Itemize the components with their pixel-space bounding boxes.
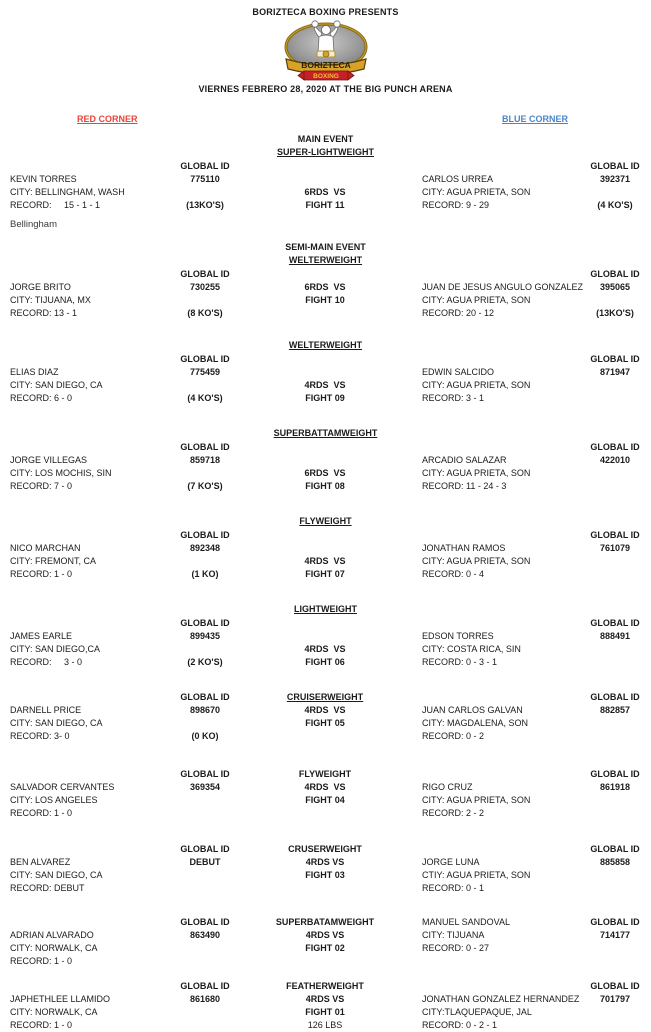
fight-section — [0, 916, 651, 968]
blue-global-id: GLOBAL ID — [590, 618, 640, 628]
red-global-id: (4 KO'S) — [187, 393, 223, 403]
blue-fighter-text: RECORD: 2 - 2 — [422, 808, 485, 818]
blue-global-id: GLOBAL ID — [590, 692, 640, 702]
blue-global-id: 422010 — [599, 455, 631, 465]
fight-row — [0, 281, 651, 294]
red-fighter-text: CITY: LOS MOCHIS, SIN — [10, 468, 112, 478]
fight-center-text: FLYWEIGHT — [298, 769, 352, 779]
red-fighter-text: JAMES EARLE — [10, 631, 73, 641]
red-fighter-text: JORGE VILLEGAS — [10, 455, 88, 465]
fight-section — [0, 980, 651, 1032]
red-global-id: (2 KO'S) — [187, 657, 223, 667]
red-fighter-text: CITY: TIJUANA, MX — [10, 295, 91, 305]
red-global-id: 775459 — [189, 367, 221, 377]
red-global-id: 859718 — [189, 455, 221, 465]
fight-row — [0, 630, 651, 643]
red-global-id: (8 KO'S) — [187, 308, 223, 318]
fight-row — [0, 441, 651, 454]
blue-global-id: 871947 — [599, 367, 631, 377]
event-title: SEMI-MAIN EVENT — [285, 242, 366, 252]
fight-row — [0, 379, 651, 392]
fight-row — [0, 529, 651, 542]
fight-row — [0, 704, 651, 717]
event-header — [0, 515, 651, 528]
red-fighter-text: ELIAS DIAZ — [10, 367, 59, 377]
fight-section — [0, 515, 651, 581]
red-global-id: GLOBAL ID — [180, 618, 230, 628]
red-fighter-text: RECORD: 6 - 0 — [10, 393, 73, 403]
fight-section — [0, 691, 651, 743]
blue-corner-label: BLUE CORNER — [502, 114, 569, 124]
event-title: WELTERWEIGHT — [288, 255, 363, 265]
fight-center-text: 4RDS VS — [305, 930, 345, 940]
blue-fighter-text: EDSON TORRES — [422, 631, 494, 641]
red-global-id: GLOBAL ID — [180, 354, 230, 364]
fight-center-text: FIGHT 11 — [305, 200, 345, 210]
fight-row — [0, 555, 651, 568]
blue-fighter-text: CITY: AGUA PRIETA, SON — [422, 556, 531, 566]
red-fighter-text: CITY: SAN DIEGO,CA — [10, 644, 101, 654]
fight-section — [0, 427, 651, 493]
red-fighter-text: RECORD: 1 - 0 — [10, 956, 73, 966]
fight-center-text: 4RDS VS — [304, 782, 346, 792]
fight-row — [0, 980, 651, 993]
fight-center-text: 4RDS VS — [304, 705, 346, 715]
fight-center-text: FIGHT 04 — [305, 795, 345, 805]
svg-text:BORIZTECA: BORIZTECA — [300, 60, 351, 70]
red-global-id: (7 KO'S) — [187, 481, 223, 491]
event-title: MAIN EVENT — [297, 134, 354, 144]
red-global-id: GLOBAL ID — [180, 769, 230, 779]
red-fighter-text: RECORD: DEBUT — [10, 883, 85, 893]
fight-row — [0, 730, 651, 743]
blue-fighter-text: RIGO CRUZ — [422, 782, 473, 792]
blue-fighter-text: JONATHAN RAMOS — [422, 543, 506, 553]
fight-row — [0, 643, 651, 656]
blue-fighter-text: CITY: AGUA PRIETA, SON — [422, 795, 531, 805]
fight-row — [0, 353, 651, 366]
blue-global-id: 888491 — [599, 631, 631, 641]
fight-center-text: 6RDS VS — [304, 282, 346, 292]
red-global-id: GLOBAL ID — [180, 844, 230, 854]
fight-center-text: FIGHT 10 — [305, 295, 345, 305]
blue-fighter-text: RECORD: 20 - 12 — [422, 308, 495, 318]
fight-center-text: FEATHERWEIGHT — [286, 981, 364, 991]
event-title: SUPERBATTAMWEIGHT — [273, 428, 378, 438]
red-global-id: 369354 — [189, 782, 221, 792]
fight-center-text: 4RDS VS — [304, 556, 346, 566]
blue-fighter-text: JORGE LUNA — [422, 857, 480, 867]
fight-center-text: 6RDS VS — [304, 468, 346, 478]
fight-center-text: 4RDS VS — [305, 857, 345, 867]
event-header — [0, 427, 651, 440]
blue-global-id: GLOBAL ID — [590, 161, 640, 171]
fight-row — [0, 656, 651, 669]
page-title: BORIZTECA BOXING PRESENTS — [252, 7, 399, 17]
red-fighter-text: JAPHETHLEE LLAMIDO — [10, 994, 111, 1004]
blue-global-id: GLOBAL ID — [590, 269, 640, 279]
event-date-line: VIERNES FEBRERO 28, 2020 AT THE BIG PUNCH ARENA — [198, 84, 453, 94]
blue-fighter-text: CITY: MAGDALENA, SON — [422, 718, 529, 728]
fight-row — [0, 542, 651, 555]
fight-note: Bellingham — [10, 219, 57, 230]
blue-fighter-text: RECORD: 0 - 2 - 1 — [422, 1020, 498, 1030]
fight-row — [0, 869, 651, 882]
fight-row — [0, 929, 651, 942]
event-title: LIGHTWEIGHT — [294, 604, 357, 614]
red-fighter-text: RECORD: 15 - 1 - 1 — [10, 200, 101, 210]
fight-center-text: FIGHT 01 — [305, 1007, 345, 1017]
event-header — [0, 133, 651, 159]
fight-row — [0, 916, 651, 929]
blue-fighter-text: RECORD: 0 - 3 - 1 — [422, 657, 498, 667]
blue-global-id: 392371 — [599, 174, 631, 184]
fight-center-text: FIGHT 02 — [305, 943, 345, 953]
fight-center-text: 6RDS VS — [304, 187, 346, 197]
fight-center-text: 4RDS VS — [305, 994, 345, 1004]
blue-fighter-text: CITY: COSTA RICA, SIN — [422, 644, 521, 654]
borizteca-boxing-logo-icon — [264, 19, 388, 83]
fight-row — [0, 807, 651, 820]
blue-fighter-text: EDWIN SALCIDO — [422, 367, 495, 377]
blue-fighter-text: JONATHAN GONZALEZ HERNANDEZ — [422, 994, 580, 1004]
red-fighter-text: SALVADOR CERVANTES — [10, 782, 115, 792]
fight-row — [0, 882, 651, 895]
red-global-id: 861680 — [189, 994, 221, 1004]
fight-center-text: 126 LBS — [307, 1020, 343, 1030]
blue-fighter-text: CITY: AGUA PRIETA, SON — [422, 295, 531, 305]
red-fighter-text: NICO MARCHAN — [10, 543, 81, 553]
red-fighter-text: CITY: SAN DIEGO, CA — [10, 870, 103, 880]
red-global-id: 899435 — [189, 631, 221, 641]
red-fighter-text: RECORD: 3 - 0 — [10, 657, 83, 667]
fight-row — [0, 691, 651, 704]
red-fighter-text: RECORD: 3- 0 — [10, 731, 70, 741]
fight-row — [0, 454, 651, 467]
red-global-id: GLOBAL ID — [180, 269, 230, 279]
blue-fighter-text: RECORD: 11 - 24 - 3 — [422, 481, 507, 491]
fight-section — [0, 843, 651, 895]
red-global-id: GLOBAL ID — [180, 692, 230, 702]
svg-text:BOXING: BOXING — [312, 73, 339, 80]
fight-row — [0, 781, 651, 794]
blue-fighter-text: CITY: TIJUANA — [422, 930, 485, 940]
fight-center-text: CRUSERWEIGHT — [288, 844, 362, 854]
fight-center-text: FIGHT 07 — [305, 569, 345, 579]
blue-global-id: 701797 — [599, 994, 631, 1004]
blue-fighter-text: CITY: AGUA PRIETA, SON — [422, 468, 531, 478]
blue-global-id: 395065 — [599, 282, 631, 292]
red-global-id: GLOBAL ID — [180, 442, 230, 452]
red-global-id: GLOBAL ID — [180, 161, 230, 171]
blue-fighter-text: RECORD: 0 - 1 — [422, 883, 485, 893]
red-fighter-text: RECORD: 1 - 0 — [10, 808, 73, 818]
fight-center-text: 4RDS VS — [304, 380, 346, 390]
fight-center-text: SUPERBATAMWEIGHT — [275, 917, 375, 927]
fight-section — [0, 339, 651, 405]
red-fighter-text: RECORD: 7 - 0 — [10, 481, 73, 491]
red-corner-label: RED CORNER — [77, 114, 138, 124]
fight-row — [0, 856, 651, 869]
red-global-id: GLOBAL ID — [180, 917, 230, 927]
fight-row — [0, 392, 651, 405]
blue-fighter-text: CITY: AGUA PRIETA, SON — [422, 380, 531, 390]
red-fighter-text: RECORD: 1 - 0 — [10, 1020, 73, 1030]
fight-row — [0, 1019, 651, 1032]
red-global-id: 863490 — [189, 930, 221, 940]
event-title: FLYWEIGHT — [299, 516, 352, 526]
blue-global-id: 761079 — [599, 543, 631, 553]
blue-fighter-text: JUAN CARLOS GALVAN — [422, 705, 523, 715]
red-fighter-text: CITY: SAN DIEGO, CA — [10, 380, 103, 390]
fight-row — [0, 942, 651, 955]
red-fighter-text: CITY: SAN DIEGO, CA — [10, 718, 103, 728]
blue-fighter-text: CITY:TLAQUEPAQUE, JAL — [422, 1007, 532, 1017]
blue-global-id: (13KO'S) — [596, 308, 634, 318]
blue-global-id: GLOBAL ID — [590, 530, 640, 540]
fight-row — [0, 186, 651, 199]
blue-global-id: GLOBAL ID — [590, 442, 640, 452]
event-header — [0, 339, 651, 352]
blue-fighter-text: ARCADIO SALAZAR — [422, 455, 507, 465]
event-header — [0, 603, 651, 616]
blue-fighter-text: RECORD: 0 - 27 — [422, 943, 490, 953]
red-fighter-text: BEN ALVAREZ — [10, 857, 71, 867]
red-fighter-text: DARNELL PRICE — [10, 705, 82, 715]
blue-fighter-text: CITY: AGUA PRIETA, SON — [422, 187, 531, 197]
fight-row — [0, 768, 651, 781]
red-fighter-text: JORGE BRITO — [10, 282, 71, 292]
fight-row — [0, 794, 651, 807]
event-header — [0, 241, 651, 267]
blue-fighter-text: MANUEL SANDOVAL — [422, 917, 511, 927]
fight-row — [0, 955, 651, 968]
red-fighter-text: CITY: LOS ANGELES — [10, 795, 98, 805]
fight-row — [0, 294, 651, 307]
blue-fighter-text: RECORD: 0 - 4 — [422, 569, 485, 579]
blue-global-id: GLOBAL ID — [590, 354, 640, 364]
fight-section — [0, 603, 651, 669]
fight-row — [0, 173, 651, 186]
blue-fighter-text: CARLOS URREA — [422, 174, 494, 184]
red-global-id: (1 KO) — [191, 569, 219, 579]
fight-section — [0, 133, 651, 231]
blue-fighter-text: CTIY: AGUA PRIETA, SON — [422, 870, 531, 880]
blue-global-id: 861918 — [599, 782, 631, 792]
fight-section — [0, 241, 651, 320]
red-global-id: GLOBAL ID — [180, 981, 230, 991]
fight-center-text: FIGHT 03 — [305, 870, 345, 880]
blue-fighter-text: RECORD: 0 - 2 — [422, 731, 485, 741]
blue-global-id: 714177 — [599, 930, 631, 940]
blue-fighter-text: RECORD: 9 - 29 — [422, 200, 490, 210]
blue-fighter-text: RECORD: 3 - 1 — [422, 393, 485, 403]
fight-row — [0, 160, 651, 173]
blue-global-id: GLOBAL ID — [590, 917, 640, 927]
red-global-id: DEBUT — [189, 857, 221, 867]
blue-global-id: GLOBAL ID — [590, 981, 640, 991]
fight-center-text: CRUISERWEIGHT — [286, 692, 364, 702]
blue-global-id: GLOBAL ID — [590, 769, 640, 779]
fight-row — [0, 617, 651, 630]
blue-fighter-text: JUAN DE JESUS ANGULO GONZALEZ — [422, 282, 584, 292]
red-global-id: (0 KO) — [191, 731, 219, 741]
red-fighter-text: RECORD: 13 - 1 — [10, 308, 78, 318]
red-fighter-text: CITY: NORWALK, CA — [10, 943, 98, 953]
red-global-id: GLOBAL ID — [180, 530, 230, 540]
corner-labels-row — [0, 113, 651, 126]
fight-center-text: FIGHT 09 — [305, 393, 345, 403]
fight-row — [0, 268, 651, 281]
fight-center-text: 4RDS VS — [304, 644, 346, 654]
blue-global-id: 882857 — [599, 705, 631, 715]
fight-center-text: FIGHT 08 — [305, 481, 345, 491]
fight-row — [0, 568, 651, 581]
fight-row — [0, 480, 651, 493]
fight-center-text: FIGHT 06 — [305, 657, 345, 667]
red-fighter-text: KEVIN TORRES — [10, 174, 77, 184]
fight-row — [0, 366, 651, 379]
fight-row — [0, 467, 651, 480]
event-title: WELTERWEIGHT — [288, 340, 363, 350]
blue-global-id: (4 KO'S) — [597, 200, 633, 210]
red-global-id: 898670 — [189, 705, 221, 715]
blue-global-id: GLOBAL ID — [590, 844, 640, 854]
red-fighter-text: CITY: FREMONT, CA — [10, 556, 97, 566]
red-global-id: 892348 — [189, 543, 221, 553]
red-fighter-text: CITY: NORWALK, CA — [10, 1007, 98, 1017]
red-global-id: (13KO'S) — [186, 200, 224, 210]
red-fighter-text: ADRIAN ALVARADO — [10, 930, 94, 940]
fight-row — [0, 1006, 651, 1019]
fight-row — [0, 199, 651, 212]
fight-row — [0, 843, 651, 856]
fight-row — [0, 307, 651, 320]
fight-row — [0, 717, 651, 730]
event-title: SUPER-LIGHTWEIGHT — [277, 147, 374, 157]
blue-global-id: 885858 — [599, 857, 631, 867]
red-fighter-text: RECORD: 1 - 0 — [10, 569, 73, 579]
red-global-id: 775110 — [190, 174, 220, 184]
fight-row — [0, 993, 651, 1006]
fight-list — [0, 133, 651, 1032]
fight-center-text: FIGHT 05 — [305, 718, 345, 728]
red-fighter-text: CITY: BELLINGHAM, WASH — [10, 187, 125, 197]
red-global-id: 730255 — [189, 282, 221, 292]
fight-section — [0, 768, 651, 820]
logo-container — [0, 19, 651, 83]
